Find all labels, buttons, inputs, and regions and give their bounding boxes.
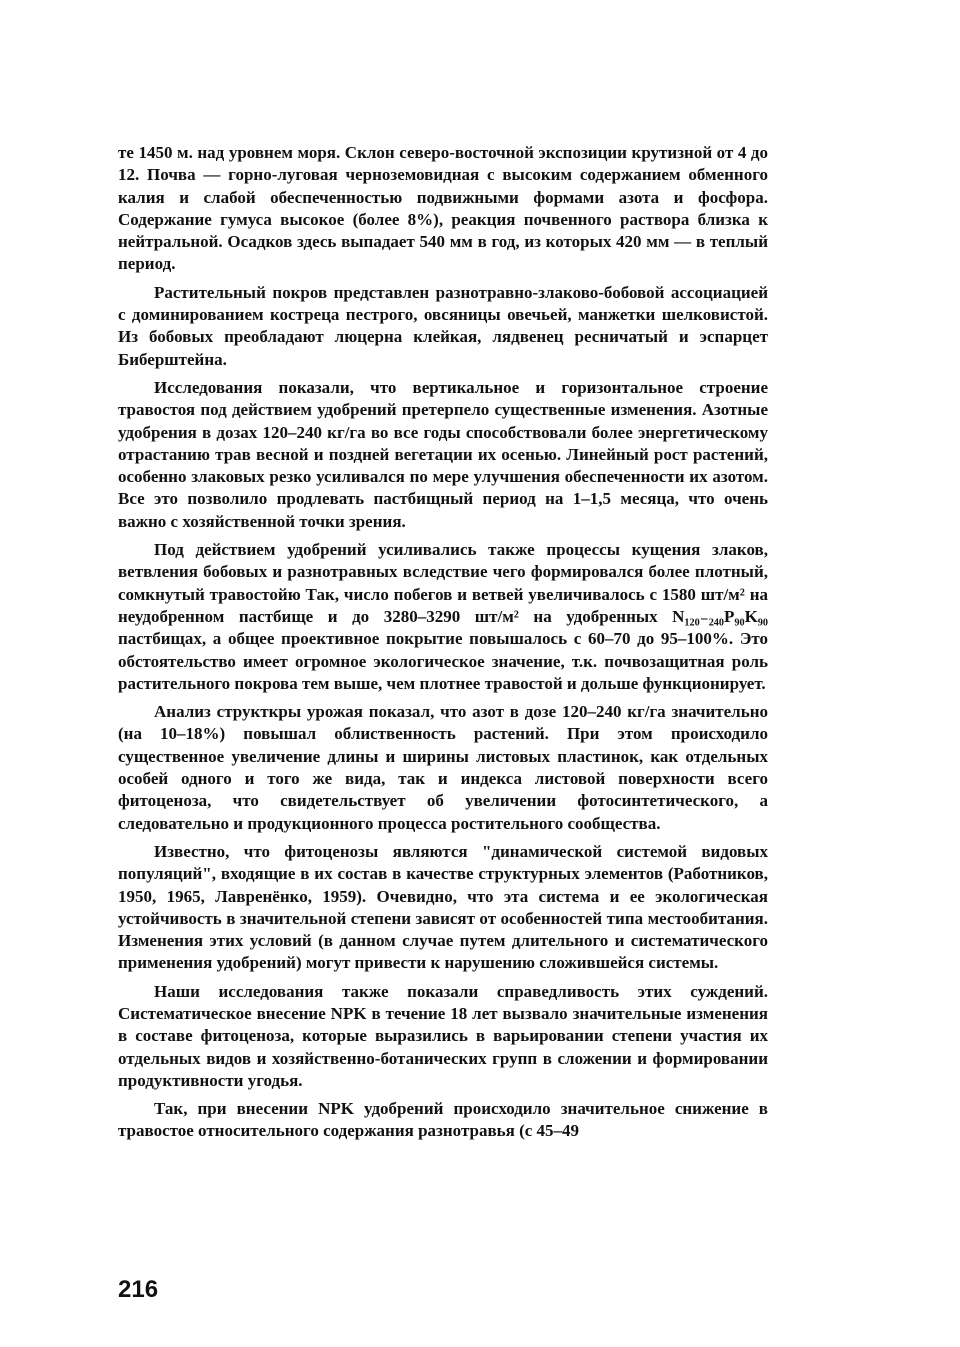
- paragraph-vegetation-cover: Растительный покров представлен разнотравно-злаково-бобовой ассоциацией с доминированием костреца пестрого, овсяницы овечьей, манжетки шелковистой. Из бобовых преобладают люцерна клейкая, лядвенец ресничатый и эспарцет Биберштейна.: [118, 282, 768, 369]
- paragraph-npk-effects: Наши исследования также показали справедливость этих суждений. Систематическое внесение NPK в течение 18 лет вызвало значительные изменения в составе фитоценоза, которые выразились в варьировании степени участия их отдельных видов и хозяйственно-ботанических групп в сложении и формировании продуктивности угодья.: [118, 981, 768, 1090]
- paragraph-forbs-reduction: Так, при внесении NPK удобрений происходило значительное снижение в травостое относительного содержания разнотравья (с 45–49: [118, 1099, 768, 1141]
- paragraph-tillering: Под действием удобрений усиливались также процессы кущения злаков, ветвления бобовых и разнотравных вследствие чего формировался более плотный, сомкнутый травостойю Так, число побегов и ветвей увеличивалось с 1580 шт/м² на неудобренном пастбище и до 3280–3290 шт/м² на удобренных N₁₂₀₋₂₄₀P₉₀K₉₀ пастбищах, а общее проективное покрытие повышалось с 60–70 до 95–100%. Это обстоятельство имеет огромное экологическое значение, т.к. почвозащитная роль растительного покрова тем выше, чем плотнее травостой и дольше функционирует.: [118, 540, 768, 693]
- paragraph-yield-structure: Анализ структкры урожая показал, что азот в дозе 120–240 кг/га значительно (на 10–18%) повышал облиственность растений. При этом происходило существенное увеличение длины и ширины листовых пластинок, как отдельных особей одного и того же вида, так и индекса листовой поверхности всего фитоценоза, что свидетельствует об увеличении фотосинтетического, а следовательно и продукционного процесса ростительного сообщества.: [118, 702, 768, 833]
- paragraph-sward-structure: Исследования показали, что вертикальное и горизонтальное строение травостоя под действием удобрений претерпело существенные изменения. Азотные удобрения в дозах 120–240 кг/га во все годы способствовали более энергетическому отрастанию трав весной и поздней вегетации их осенью. Линейный рост растений, особенно злаковых резко усиливался по мере улучшения обеспеченности их азотом. Все это позволило продлевать пастбищный период на 1–1,5 месяца, что очень важно с хозяйственной точки зрения.: [118, 377, 768, 531]
- page-body: [118, 142, 768, 1149]
- paragraph-site-description: те 1450 м. над уровнем моря. Склон северо-восточной экспозиции крутизной от 4 до 12. Почва — горно-луговая черноземовидная с высоким содержанием обменного калия и слабой обеспеченностью подвижными формами азота и фосфора. Содержание гумуса высокое (более 8%), реакция почвенного раствора близка к нейтральной. Осадков здесь выпадает 540 мм в год, из которых 420 мм — в теплый период.: [118, 143, 768, 274]
- paragraph-phytocenosis-system: Известно, что фитоценозы являются "динамической системой видовых популяций", входящие в их состав в качестве структурных элементов (Работников, 1950, 1965, Лавренёнко, 1959). Очевидно, что эта система и ее экологическая устойчивость в значительной степени зависят от особенностей типа местообитания. Изменения этих условий (в данном случае путем длительного и систематического применения удобрений) могут привести к нарушению сложившейся системы.: [118, 841, 768, 973]
- page-number: 216: [118, 1276, 159, 1303]
